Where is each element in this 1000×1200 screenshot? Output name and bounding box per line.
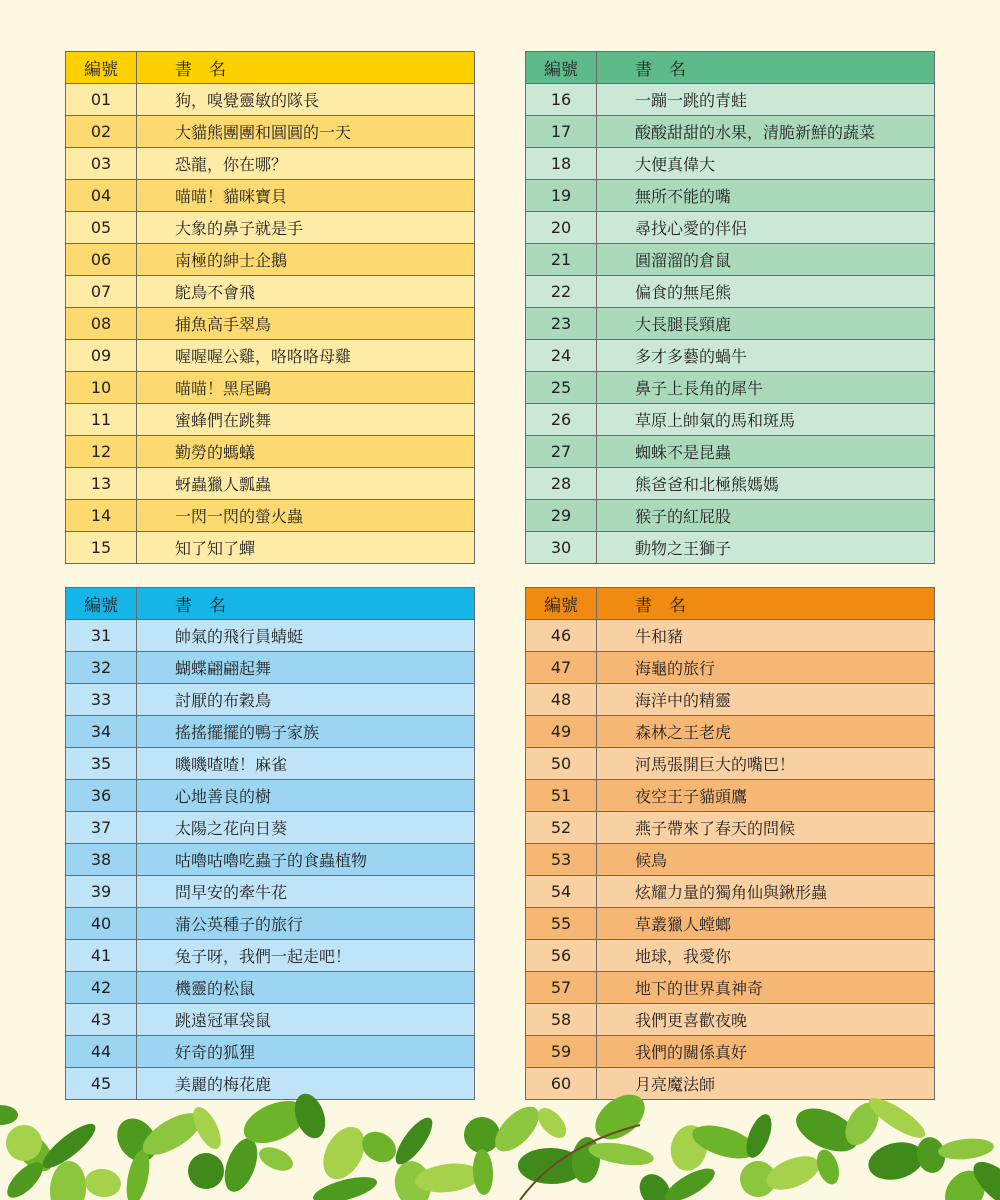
book-title: 喵喵！貓咪寶貝 — [137, 180, 475, 212]
book-title: 河馬張開巨大的嘴巴！ — [597, 748, 935, 780]
table-row — [526, 372, 935, 404]
table-row — [66, 212, 475, 244]
book-title: 大便真偉大 — [597, 148, 935, 180]
table-row — [526, 812, 935, 844]
book-number: 09 — [66, 340, 137, 372]
table-row — [526, 908, 935, 940]
book-table-31-45 — [65, 587, 475, 1100]
leaf — [356, 1126, 401, 1169]
table-row — [526, 84, 935, 116]
book-number: 52 — [526, 812, 597, 844]
book-title: 偏食的無尾熊 — [597, 276, 935, 308]
book-title: 喵喵！黑尾鷗 — [137, 372, 475, 404]
book-number: 51 — [526, 780, 597, 812]
book-title: 好奇的狐狸 — [137, 1036, 475, 1068]
book-title: 炫耀力量的獨角仙與鍬形蟲 — [597, 876, 935, 908]
table-row — [526, 148, 935, 180]
header-number: 編號 — [526, 588, 597, 620]
table-row — [66, 908, 475, 940]
book-table-1-15 — [65, 51, 475, 564]
book-number: 56 — [526, 940, 597, 972]
book-title: 美麗的梅花鹿 — [137, 1068, 475, 1100]
table-row — [526, 780, 935, 812]
book-number: 58 — [526, 1004, 597, 1036]
table-row — [526, 404, 935, 436]
table-row — [526, 212, 935, 244]
book-title: 蚜蟲獵人瓢蟲 — [137, 468, 475, 500]
book-number: 07 — [66, 276, 137, 308]
table-row — [66, 684, 475, 716]
book-number: 17 — [526, 116, 597, 148]
book-title: 心地善良的樹 — [137, 780, 475, 812]
table-row — [66, 940, 475, 972]
table-row — [66, 844, 475, 876]
book-title: 蜘蛛不是昆蟲 — [597, 436, 935, 468]
table-row — [66, 308, 475, 340]
book-number: 08 — [66, 308, 137, 340]
table-row — [526, 468, 935, 500]
table-row — [66, 436, 475, 468]
book-title: 地球，我愛你 — [597, 940, 935, 972]
book-number: 01 — [66, 84, 137, 116]
table-row — [66, 116, 475, 148]
book-title: 狗，嗅覺靈敏的隊長 — [137, 84, 475, 116]
table-row — [526, 748, 935, 780]
table-row — [66, 276, 475, 308]
book-number: 25 — [526, 372, 597, 404]
book-table-46-60 — [525, 587, 935, 1100]
table-row — [526, 276, 935, 308]
book-title: 蒲公英種子的旅行 — [137, 908, 475, 940]
table-row — [66, 404, 475, 436]
table-row — [526, 308, 935, 340]
table-header-row — [66, 52, 475, 84]
book-number: 41 — [66, 940, 137, 972]
table-row — [526, 436, 935, 468]
book-number: 18 — [526, 148, 597, 180]
leaf — [937, 1136, 995, 1162]
table-row — [66, 780, 475, 812]
book-title: 兔子呀，我們一起走吧！ — [137, 940, 475, 972]
book-title: 牛和豬 — [597, 620, 935, 652]
book-number: 44 — [66, 1036, 137, 1068]
book-number: 30 — [526, 532, 597, 564]
book-number: 48 — [526, 684, 597, 716]
table-row — [526, 1004, 935, 1036]
leaf — [184, 1149, 229, 1194]
table-header-row — [526, 52, 935, 84]
table-row — [66, 468, 475, 500]
leaf — [83, 1167, 123, 1200]
book-number: 49 — [526, 716, 597, 748]
book-number: 57 — [526, 972, 597, 1004]
book-title: 嘰嘰喳喳！麻雀 — [137, 748, 475, 780]
book-title: 海洋中的精靈 — [597, 684, 935, 716]
leaf — [389, 1112, 438, 1169]
book-number: 06 — [66, 244, 137, 276]
book-title: 帥氣的飛行員蜻蜓 — [137, 620, 475, 652]
book-title: 一蹦一跳的青蛙 — [597, 84, 935, 116]
book-number: 39 — [66, 876, 137, 908]
book-number: 46 — [526, 620, 597, 652]
table-row — [526, 180, 935, 212]
table-row — [66, 180, 475, 212]
book-number: 28 — [526, 468, 597, 500]
book-number: 12 — [66, 436, 137, 468]
book-title: 鴕鳥不會飛 — [137, 276, 475, 308]
book-number: 20 — [526, 212, 597, 244]
book-number: 11 — [66, 404, 137, 436]
book-number: 34 — [66, 716, 137, 748]
book-title: 我們更喜歡夜晚 — [597, 1004, 935, 1036]
leaf — [0, 1105, 18, 1125]
table-row — [526, 652, 935, 684]
book-number: 19 — [526, 180, 597, 212]
book-title: 圓溜溜的倉鼠 — [597, 244, 935, 276]
book-table-16-30 — [525, 51, 935, 564]
book-title: 蜜蜂們在跳舞 — [137, 404, 475, 436]
book-number: 13 — [66, 468, 137, 500]
book-title: 討厭的布穀鳥 — [137, 684, 475, 716]
table-row — [526, 620, 935, 652]
book-title: 地下的世界真神奇 — [597, 972, 935, 1004]
book-title: 動物之王獅子 — [597, 532, 935, 564]
table-row — [66, 340, 475, 372]
book-title: 森林之王老虎 — [597, 716, 935, 748]
book-title: 月亮魔法師 — [597, 1068, 935, 1100]
book-number: 32 — [66, 652, 137, 684]
table-header-row — [66, 588, 475, 620]
table-row — [66, 148, 475, 180]
book-number: 50 — [526, 748, 597, 780]
book-title: 海龜的旅行 — [597, 652, 935, 684]
book-title: 咕嚕咕嚕吃蟲子的食蟲植物 — [137, 844, 475, 876]
book-number: 02 — [66, 116, 137, 148]
book-number: 26 — [526, 404, 597, 436]
header-number: 編號 — [66, 52, 137, 84]
book-title: 太陽之花向日葵 — [137, 812, 475, 844]
book-number: 43 — [66, 1004, 137, 1036]
table-row — [526, 244, 935, 276]
book-title: 夜空王子貓頭鷹 — [597, 780, 935, 812]
book-title: 問早安的牽牛花 — [137, 876, 475, 908]
table-row — [526, 500, 935, 532]
book-number: 22 — [526, 276, 597, 308]
book-number: 16 — [526, 84, 597, 116]
book-number: 47 — [526, 652, 597, 684]
table-row — [66, 620, 475, 652]
book-number: 21 — [526, 244, 597, 276]
book-number: 35 — [66, 748, 137, 780]
book-number: 31 — [66, 620, 137, 652]
table-row — [526, 532, 935, 564]
book-title: 大象的鼻子就是手 — [137, 212, 475, 244]
book-number: 45 — [66, 1068, 137, 1100]
book-title: 草原上帥氣的馬和斑馬 — [597, 404, 935, 436]
table-row — [526, 876, 935, 908]
table-row — [526, 340, 935, 372]
book-title: 候鳥 — [597, 844, 935, 876]
book-title: 多才多藝的蝸牛 — [597, 340, 935, 372]
book-number: 14 — [66, 500, 137, 532]
table-row — [66, 84, 475, 116]
table-row — [526, 1036, 935, 1068]
table-row — [66, 812, 475, 844]
book-number: 29 — [526, 500, 597, 532]
book-title: 熊爸爸和北極熊媽媽 — [597, 468, 935, 500]
header-title: 書 名 — [597, 52, 935, 84]
header-title: 書 名 — [137, 52, 475, 84]
table-row — [526, 844, 935, 876]
leaf — [533, 1103, 572, 1143]
book-number: 54 — [526, 876, 597, 908]
table-row — [66, 372, 475, 404]
book-number: 05 — [66, 212, 137, 244]
book-title: 蝴蝶翩翩起舞 — [137, 652, 475, 684]
book-title: 酸酸甜甜的水果，清脆新鮮的蔬菜 — [597, 116, 935, 148]
table-row — [66, 652, 475, 684]
table-header-row — [526, 588, 935, 620]
book-title: 知了知了蟬 — [137, 532, 475, 564]
book-number: 53 — [526, 844, 597, 876]
book-number: 04 — [66, 180, 137, 212]
book-title: 搖搖擺擺的鴨子家族 — [137, 716, 475, 748]
table-row — [66, 1004, 475, 1036]
table-row — [66, 500, 475, 532]
book-title: 一閃一閃的螢火蟲 — [137, 500, 475, 532]
book-number: 15 — [66, 532, 137, 564]
book-number: 38 — [66, 844, 137, 876]
book-title: 喔喔喔公雞，咯咯咯母雞 — [137, 340, 475, 372]
table-row — [526, 716, 935, 748]
book-number: 42 — [66, 972, 137, 1004]
table-row — [526, 972, 935, 1004]
table-row — [66, 876, 475, 908]
table-row — [66, 972, 475, 1004]
leaf — [864, 1137, 927, 1185]
book-number: 03 — [66, 148, 137, 180]
book-number: 23 — [526, 308, 597, 340]
header-title: 書 名 — [597, 588, 935, 620]
book-title: 勤勞的螞蟻 — [137, 436, 475, 468]
header-title: 書 名 — [137, 588, 475, 620]
leaf — [255, 1143, 296, 1176]
book-number: 10 — [66, 372, 137, 404]
header-number: 編號 — [526, 52, 597, 84]
table-row — [526, 116, 935, 148]
book-title: 大長腿長頸鹿 — [597, 308, 935, 340]
book-title: 草叢獵人螳螂 — [597, 908, 935, 940]
table-row — [526, 940, 935, 972]
book-title: 無所不能的嘴 — [597, 180, 935, 212]
book-number: 33 — [66, 684, 137, 716]
book-number: 27 — [526, 436, 597, 468]
book-title: 跳遠冠軍袋鼠 — [137, 1004, 475, 1036]
table-row — [66, 244, 475, 276]
table-row — [526, 684, 935, 716]
book-title: 捕魚高手翠鳥 — [137, 308, 475, 340]
book-number: 40 — [66, 908, 137, 940]
table-row — [66, 532, 475, 564]
leaves-decoration — [0, 1085, 1000, 1200]
book-number: 59 — [526, 1036, 597, 1068]
book-title: 南極的紳士企鵝 — [137, 244, 475, 276]
book-title: 燕子帶來了春天的問候 — [597, 812, 935, 844]
header-number: 編號 — [66, 588, 137, 620]
book-number: 24 — [526, 340, 597, 372]
book-title: 機靈的松鼠 — [137, 972, 475, 1004]
table-row — [66, 748, 475, 780]
book-title: 猴子的紅屁股 — [597, 500, 935, 532]
table-row — [66, 1036, 475, 1068]
book-number: 37 — [66, 812, 137, 844]
book-title: 恐龍，你在哪？ — [137, 148, 475, 180]
book-title: 鼻子上長角的犀牛 — [597, 372, 935, 404]
leaf — [218, 1134, 263, 1196]
book-number: 36 — [66, 780, 137, 812]
table-row — [66, 716, 475, 748]
book-number: 60 — [526, 1068, 597, 1100]
book-number: 55 — [526, 908, 597, 940]
book-title: 大貓熊團團和圓圓的一天 — [137, 116, 475, 148]
book-title: 尋找心愛的伴侶 — [597, 212, 935, 244]
book-title: 我們的關係真好 — [597, 1036, 935, 1068]
leaf — [472, 1149, 494, 1196]
